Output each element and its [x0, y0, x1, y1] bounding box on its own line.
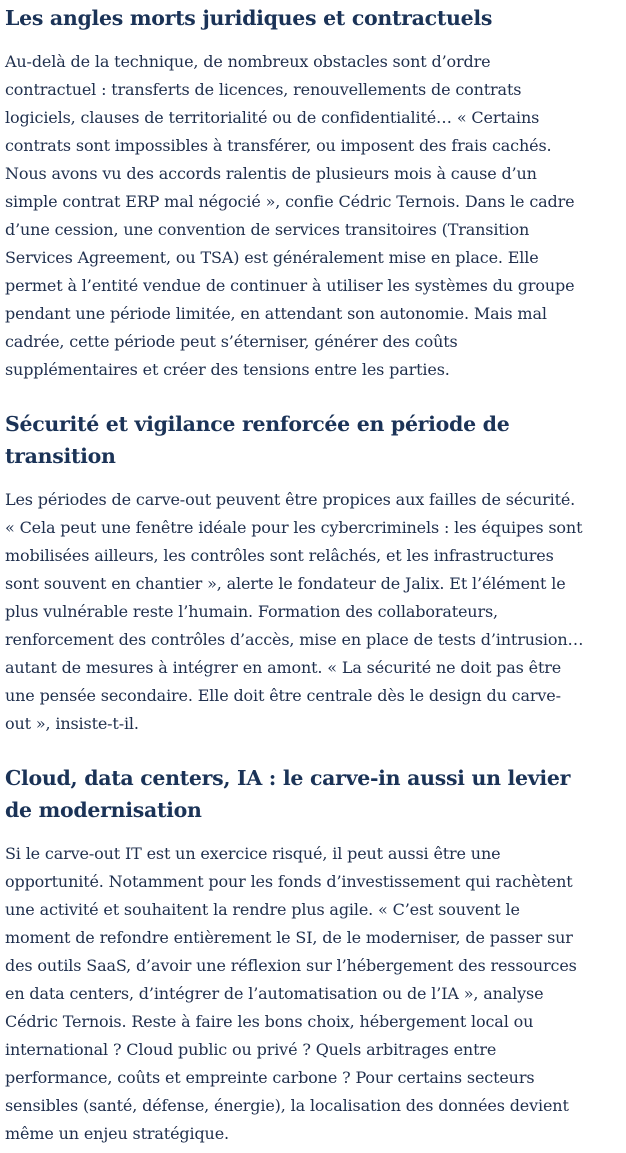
section-heading	[5, 408, 626, 472]
paragraph-line: international ? Cloud public ou privé ? Quels arbitrages entre	[5, 1040, 497, 1059]
section-legal-contractual	[5, 2, 626, 384]
paragraph-line: même un enjeu stratégique.	[5, 1124, 229, 1143]
paragraph-line: logiciels, clauses de territorialité ou de confidentialité… « Certains	[5, 108, 540, 127]
paragraph-line: renforcement des contrôles d’accès, mise en place de tests d’intrusion…	[5, 630, 584, 649]
paragraph-line: une activité et souhaitent la rendre plus agile. « C’est souvent le	[5, 900, 520, 919]
section-paragraph	[5, 840, 626, 1148]
paragraph-line: Nous avons vu des accords ralentis de plusieurs mois à cause d’un	[5, 164, 537, 183]
paragraph-line: contractuel : transferts de licences, renouvellements de contrats	[5, 80, 522, 99]
section-security	[5, 408, 626, 738]
paragraph-line: sont souvent en chantier », alerte le fondateur de Jalix. Et l’élément le	[5, 574, 566, 593]
heading-line: Cloud, data centers, IA : le carve-in aussi un levier	[5, 766, 571, 790]
paragraph-line: contrats sont impossibles à transférer, ou imposent des frais cachés.	[5, 136, 552, 155]
heading-line: Les angles morts juridiques et contractuels	[5, 6, 493, 30]
paragraph-line: moment de refondre entièrement le SI, de le moderniser, de passer sur	[5, 928, 573, 947]
paragraph-line: Au-delà de la technique, de nombreux obstacles sont d’ordre	[5, 52, 491, 71]
section-cloud-modernisation	[5, 762, 626, 1148]
paragraph-line: supplémentaires et créer des tensions entre les parties.	[5, 360, 450, 379]
paragraph-line: sensibles (santé, défense, énergie), la localisation des données devient	[5, 1096, 569, 1115]
paragraph-line: Les périodes de carve-out peuvent être propices aux failles de sécurité.	[5, 490, 576, 509]
paragraph-line: plus vulnérable reste l’humain. Formation des collaborateurs,	[5, 602, 498, 621]
section-paragraph	[5, 486, 626, 738]
paragraph-line: Si le carve-out IT est un exercice risqué, il peut aussi être une	[5, 844, 501, 863]
paragraph-line: une pensée secondaire. Elle doit être centrale dès le design du carve-	[5, 686, 561, 705]
section-heading	[5, 762, 626, 826]
heading-line: Sécurité et vigilance renforcée en période de	[5, 412, 510, 436]
paragraph-line: des outils SaaS, d’avoir une réflexion sur l’hébergement des ressources	[5, 956, 577, 975]
section-paragraph	[5, 48, 626, 384]
section-heading	[5, 2, 626, 34]
paragraph-line: performance, coûts et empreinte carbone ? Pour certains secteurs	[5, 1068, 535, 1087]
paragraph-line: mobilisées ailleurs, les contrôles sont relâchés, et les infrastructures	[5, 546, 554, 565]
paragraph-line: simple contrat ERP mal négocié », confie Cédric Ternois. Dans le cadre	[5, 192, 575, 211]
paragraph-line: out », insiste-t-il.	[5, 714, 139, 733]
paragraph-line: d’une cession, une convention de services transitoires (Transition	[5, 220, 530, 239]
paragraph-line: Cédric Ternois. Reste à faire les bons choix, hébergement local ou	[5, 1012, 534, 1031]
heading-line: transition	[5, 444, 116, 468]
paragraph-line: « Cela peut une fenêtre idéale pour les cybercriminels : les équipes sont	[5, 518, 583, 537]
paragraph-line: cadrée, cette période peut s’éterniser, générer des coûts	[5, 332, 458, 351]
heading-line: de modernisation	[5, 798, 202, 822]
paragraph-line: autant de mesures à intégrer en amont. « La sécurité ne doit pas être	[5, 658, 562, 677]
paragraph-line: pendant une période limitée, en attendant son autonomie. Mais mal	[5, 304, 547, 323]
paragraph-line: en data centers, d’intégrer de l’automatisation ou de l’IA », analyse	[5, 984, 544, 1003]
paragraph-line: Services Agreement, ou TSA) est généralement mise en place. Elle	[5, 248, 539, 267]
paragraph-line: opportunité. Notamment pour les fonds d’investissement qui rachètent	[5, 872, 573, 891]
paragraph-line: permet à l’entité vendue de continuer à utiliser les systèmes du groupe	[5, 276, 575, 295]
